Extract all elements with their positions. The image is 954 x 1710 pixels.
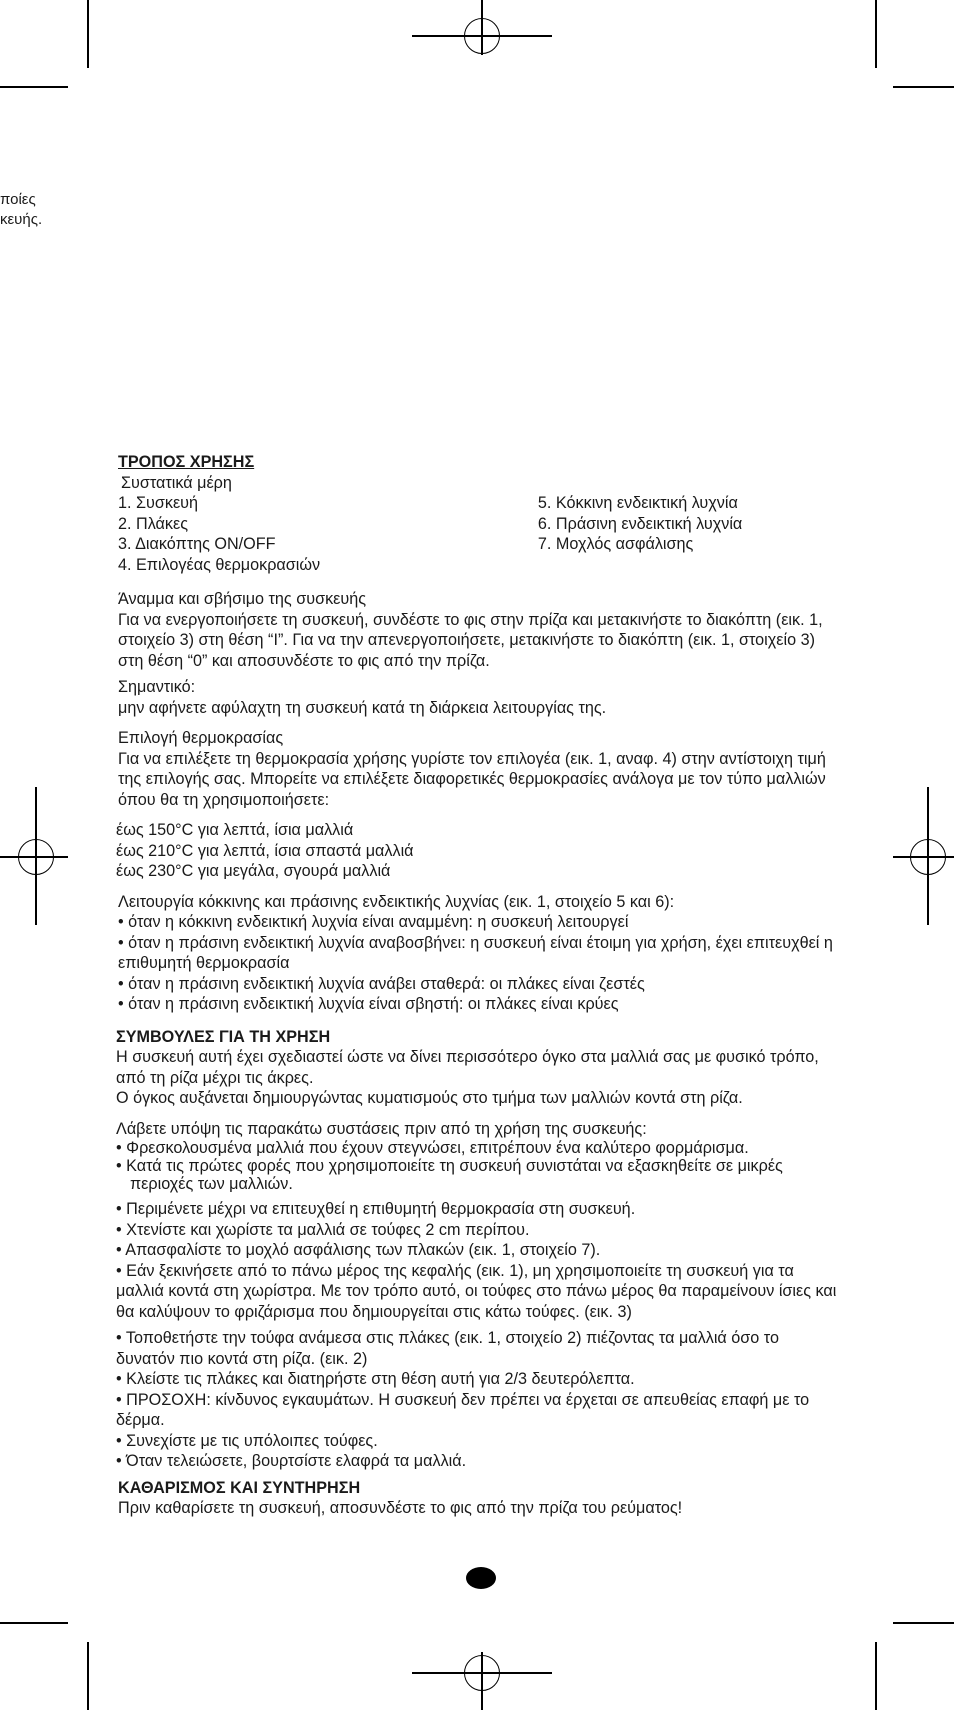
registration-circle xyxy=(464,1655,500,1691)
step-item: • ΠΡΟΣΟΧΗ: κίνδυνος εγκαυμάτων. Η συσκευή δεν πρέπει να έρχεται σε απευθείας επαφή με το δέρμα. xyxy=(116,1390,810,1429)
part-item: 2. Πλάκες xyxy=(118,514,189,533)
steps-list xyxy=(116,1199,842,1322)
recommendations-heading: Λάβετε υπόψη τις παρακάτω συστάσεις πριν από τη χρήση της συσκευής: xyxy=(116,1119,647,1138)
step-item: • Τοποθετήστε την τούφα ανάμεσα στις πλάκες (εικ. 1, στοιχείο 2) πιέζοντας τα μαλλιά όσο το δυνατόν πιο κοντά στη ρίζα. (εικ. 2) xyxy=(116,1329,779,1368)
temperature-item: έως 150°C για λεπτά, ίσια μαλλιά xyxy=(116,821,354,839)
tips-title: ΣΥΜΒΟΥΛΕΣ ΓΙΑ ΤΗ ΧΡΗΣΗ xyxy=(116,1027,331,1046)
fragment-line: κευής. xyxy=(0,211,43,228)
indicator-lights-heading: Λειτουργία κόκκινης και πράσινης ενδεικτικής λυχνίας (εικ. 1, στοιχείο 5 και 6): xyxy=(118,892,675,911)
temperature-list xyxy=(116,820,842,882)
crop-mark xyxy=(875,1642,877,1710)
parts-column-right xyxy=(538,493,842,575)
tips-section xyxy=(116,1027,842,1472)
crop-mark xyxy=(0,1622,68,1624)
crop-mark xyxy=(0,86,68,88)
steps-list xyxy=(116,1328,842,1472)
part-item: 3. Διακόπτης ON/OFF xyxy=(118,535,276,553)
part-item: 4. Επιλογέας θερμοκρασιών xyxy=(118,555,321,574)
manual-page xyxy=(118,452,842,1519)
registration-circle xyxy=(464,18,500,54)
part-item: 7. Μοχλός ασφάλισης xyxy=(537,535,694,553)
crop-mark xyxy=(893,86,954,88)
fragment-line: ποίες xyxy=(0,191,36,208)
cleaning-text: Πριν καθαρίσετε τη συσκευή, αποσυνδέστε το φις από την πρίζα του ρεύματος! xyxy=(118,1499,683,1517)
step-item: • Συνεχίστε με τις υπόλοιπες τούφες. xyxy=(116,1431,378,1450)
indicator-lights-list xyxy=(118,912,842,1015)
crop-mark xyxy=(875,0,877,68)
components-heading: Συστατικά μέρη xyxy=(121,473,232,492)
indicator-light-item: • όταν η πράσινη ενδεικτική λυχνία αναβοσβήνει: η συσκευή είναι έτοιμη για χρήση, έχει επιτευχθεί η επιθυμητή θερμοκρασία xyxy=(118,933,833,972)
registration-circle xyxy=(910,839,946,875)
crop-mark xyxy=(87,0,89,68)
crop-mark xyxy=(893,1622,954,1624)
onoff-heading: Άναμμα και σβήσιμο της συσκευής xyxy=(118,590,367,608)
adjacent-page-fragment xyxy=(0,190,42,230)
indicator-light-item: • όταν η πράσινη ενδεικτική λυχνία είναι σβηστή: οι πλάκες είναι κρύες xyxy=(118,995,619,1013)
parts-list xyxy=(118,493,842,575)
temperature-text: Για να επιλέξετε τη θερμοκρασία χρήσης γυρίστε τον επιλογέα (εικ. 1, αναφ. 4) στην αντίστοιχη τιμή της επιλογής σας. Μπορείτε να επιλέξετε διαφορετικές θερμοκρασίες ανάλογα με τον τύπο μαλλιών όπου θα τη χρησιμοποιήσετε: xyxy=(118,749,826,809)
important-label: Σημαντικό: xyxy=(118,678,196,696)
cleaning-section xyxy=(118,1478,842,1519)
indicator-light-item: • όταν η κόκκινη ενδεικτική λυχνία είναι αναμμένη: η συσκευή λειτουργεί xyxy=(118,913,629,931)
page-number-dot xyxy=(466,1567,496,1589)
usage-title: ΤΡΟΠΟΣ ΧΡΗΣΗΣ xyxy=(118,453,255,471)
onoff-text: Για να ενεργοποιήσετε τη συσκευή, συνδέστε το φις στην πρίζα και μετακινήστε το διακόπτη (εικ. 1, στοιχείο 3) στη θέση “I”. Για να την απενεργοποιήσετε, μετακινήστε το διακόπτη (εικ. 1, στοιχείο 3) στη θέση “0” και αποσυνδέστε το φις από την πρίζα. xyxy=(118,610,823,670)
important-text: μην αφήνετε αφύλαχτη τη συσκευή κατά τη διάρκεια λειτουργίας της. xyxy=(118,698,607,717)
step-item: • Εάν ξεκινήσετε από το πάνω μέρος της κεφαλής (εικ. 1), μη χρησιμοποιείτε τη συσκευή για τα μαλλιά κοντά στη χωρίστρα. Με τον τρόπο αυτό, οι τούφες στο πάνω μέρος θα παραμείνουν ίσιες και θα καλύψουν το φριζάρισμα που δημιουργείται στις κάτω τούφες. (εικ. 3) xyxy=(116,1261,837,1321)
tips-intro: Ο όγκος αυξάνεται δημιουργώντας κυματισμούς στο τμήμα των μαλλιών κοντά στη ρίζα. xyxy=(116,1089,743,1107)
temperature-item: έως 230°C για μεγάλα, σγουρά μαλλιά xyxy=(116,862,391,880)
step-item: • Όταν τελειώσετε, βουρτσίστε ελαφρά τα μαλλιά. xyxy=(116,1452,467,1470)
step-item: • Περιμένετε μέχρι να επιτευχθεί η επιθυμητή θερμοκρασία στη συσκευή. xyxy=(116,1200,636,1218)
part-item: 6. Πράσινη ενδεικτική λυχνία xyxy=(537,514,743,533)
crop-mark xyxy=(87,1642,89,1710)
step-item: • Χτενίστε και χωρίστε τα μαλλιά σε τούφες 2 cm περίπου. xyxy=(116,1220,530,1239)
step-item: • Απασφαλίστε το μοχλό ασφάλισης των πλακών (εικ. 1, στοιχείο 7). xyxy=(116,1241,601,1259)
parts-column-left xyxy=(118,493,480,575)
recommendation-item: • Κατά τις πρώτες φορές που χρησιμοποιείτε τη συσκευή συνιστάται να εξασκηθείτε σε μικρές περιοχές των μαλλιών. xyxy=(116,1157,783,1193)
indicator-light-item: • όταν η πράσινη ενδεικτική λυχνία ανάβει σταθερά: οι πλάκες είναι ζεστές xyxy=(118,974,645,993)
recommendation-item: • Φρεσκολουσμένα μαλλιά που έχουν στεγνώσει, επιτρέπουν ένα καλύτερο φορμάρισμα. xyxy=(116,1139,749,1157)
temperature-item: έως 210°C για λεπτά, ίσια σπαστά μαλλιά xyxy=(116,841,414,860)
part-item: 5. Κόκκινη ενδεικτική λυχνία xyxy=(537,494,738,512)
step-item: • Κλείστε τις πλάκες και διατηρήστε στη θέση αυτή για 2/3 δευτερόλεπτα. xyxy=(116,1370,635,1388)
registration-circle xyxy=(18,839,54,875)
part-item: 1. Συσκευή xyxy=(118,494,199,512)
cleaning-title: ΚΑΘΑΡΙΣΜΟΣ ΚΑΙ ΣΥΝΤΗΡΗΣΗ xyxy=(118,1478,361,1497)
temperature-heading: Επιλογή θερμοκρασίας xyxy=(118,729,284,747)
tips-intro: Η συσκευή αυτή έχει σχεδιαστεί ώστε να δίνει περισσότερο όγκο στα μαλλιά σας με φυσικό τρόπο, από τη ρίζα μέχρι τις άκρες. xyxy=(116,1048,819,1087)
